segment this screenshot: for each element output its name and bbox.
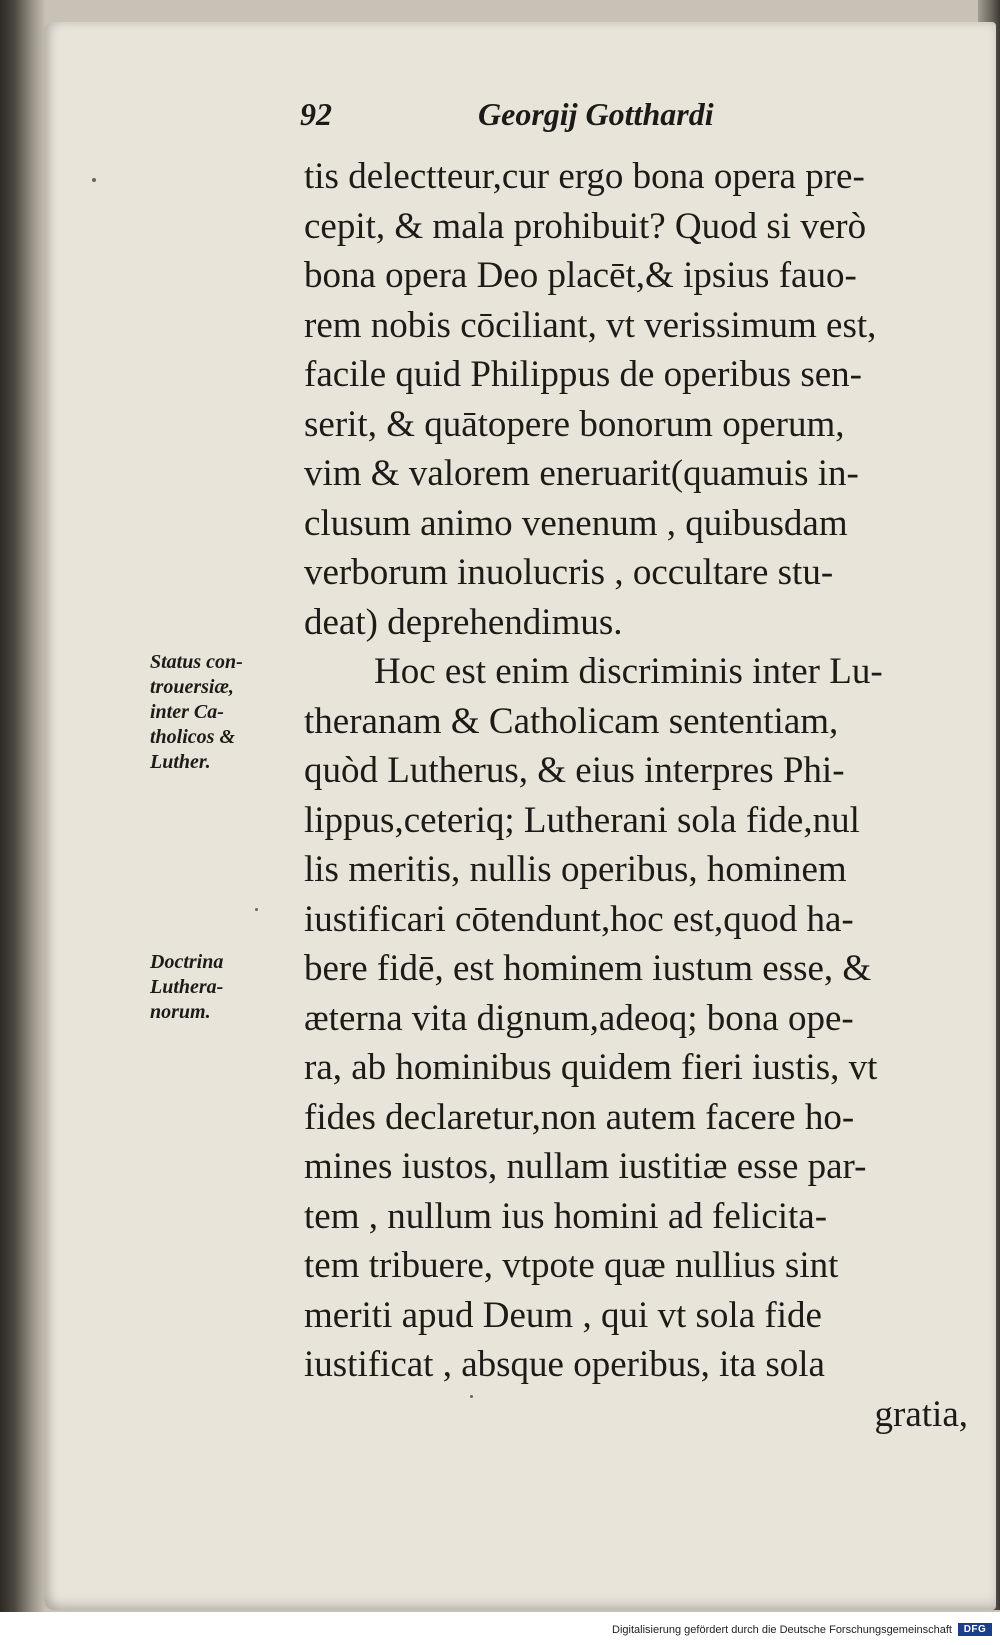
text-line: tem tribuere, vtpote quæ nullius sint xyxy=(304,1245,839,1286)
marginal-note-line: tholicos & xyxy=(150,726,236,748)
catchword: gratia, xyxy=(874,1393,968,1435)
text-line: rem nobis cōciliant, vt verissimum est, xyxy=(304,304,877,346)
text-line: fides declaretur,non autem facere ho- xyxy=(304,1096,855,1138)
paper-speck xyxy=(255,908,258,911)
text-line: Hoc est enim discriminis inter Lu- xyxy=(374,651,883,692)
text-line: lis meritis, nullis operibus, hominem xyxy=(304,849,847,890)
body-text xyxy=(304,152,974,1439)
text-line: lippus,ceteriq; Lutherani sola fide,nul xyxy=(304,799,860,841)
page-number: 92 xyxy=(300,96,332,132)
marginal-note-line: Luther. xyxy=(150,751,211,773)
marginal-note-line: inter Ca- xyxy=(150,701,224,723)
page-header xyxy=(300,96,780,146)
marginal-note-line: norum. xyxy=(150,1001,211,1023)
marginal-note-line: Doctrina xyxy=(150,951,224,973)
text-line: quòd Lutherus, & eius interpres Phi- xyxy=(304,750,845,791)
marginal-note xyxy=(150,950,290,1025)
digitization-credit: Digitalisierung gefördert durch die Deutsche Forschungsgemeinschaft xyxy=(612,1624,952,1636)
text-line: mines iustos, nullam iustitiæ esse par- xyxy=(304,1146,867,1187)
text-line: bona opera Deo placēt,& ipsius fauo- xyxy=(304,255,857,296)
text-line: æterna vita dignum,adeoq; bona ope- xyxy=(304,997,854,1039)
text-line: serit, & quātopere bonorum operum, xyxy=(304,403,845,445)
text-line: meriti apud Deum , qui vt sola fide xyxy=(304,1294,822,1336)
dfg-logo: DFG xyxy=(958,1623,992,1636)
text-line: deat) deprehendimus. xyxy=(304,601,623,643)
text-line: cepit, & mala prohibuit? Quod si verò xyxy=(304,205,867,247)
running-head: Georgij Gotthardi xyxy=(478,96,714,132)
marginal-note xyxy=(150,650,290,775)
text-line: tem , nullum ius homini ad felicita- xyxy=(304,1195,828,1237)
text-line: bere fidē, est hominem iustum esse, & xyxy=(304,948,872,989)
marginal-note-line: trouersiæ, xyxy=(150,676,234,698)
text-line: ra, ab hominibus quidem fieri iustis, vt xyxy=(304,1047,878,1088)
paper-speck xyxy=(92,178,96,182)
text-line: vim & valorem eneruarit(quamuis in- xyxy=(304,453,859,494)
text-line: iustificari cōtendunt,hoc est,quod ha- xyxy=(304,898,854,940)
text-line: iustificat , absque operibus, ita sola xyxy=(304,1344,825,1385)
text-line: tis delectteur,cur ergo bona opera pre- xyxy=(304,156,865,197)
text-line: clusum animo venenum , quibusdam xyxy=(304,502,848,544)
text-line: verborum inuolucris , occultare stu- xyxy=(304,552,834,593)
text-line: theranam & Catholicam sententiam, xyxy=(304,700,839,742)
marginal-note-line: Luthera- xyxy=(150,976,224,998)
marginal-note-line: Status con- xyxy=(150,651,243,673)
text-line: facile quid Philippus de operibus sen- xyxy=(304,354,862,395)
